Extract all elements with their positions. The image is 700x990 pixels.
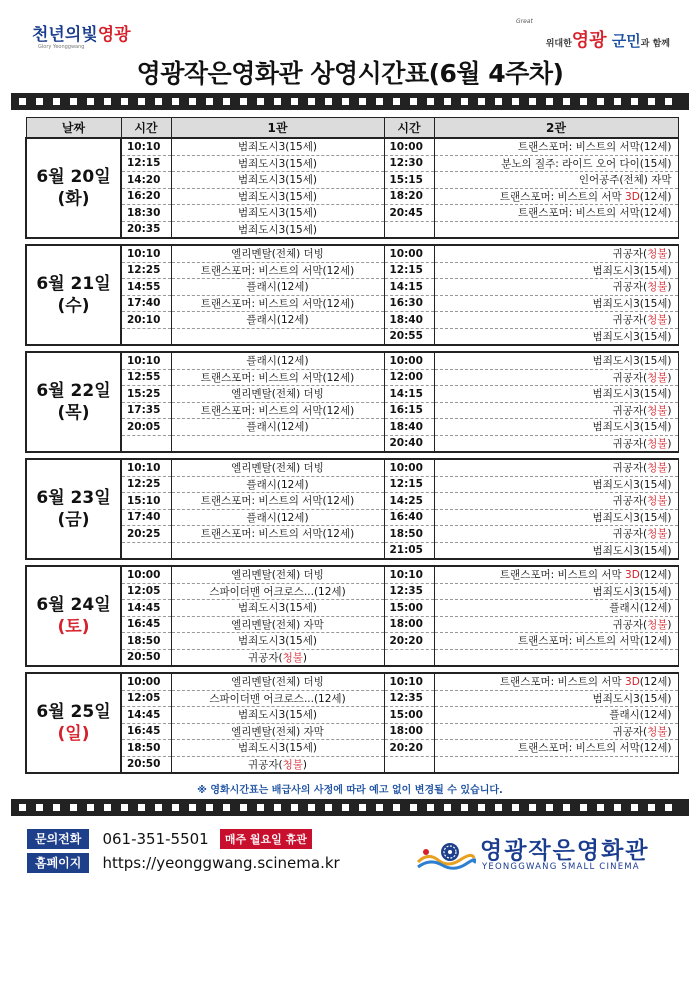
hall2-movie: 귀공자(청불) [434,435,678,452]
hall1-movie: 엘리멘탈(전체) 더빙 [171,566,384,583]
hall2-movie: 분노의 질주: 라이드 오어 다이(15세) [434,155,678,172]
hall1-time: 10:10 [121,352,171,369]
table-row [26,649,678,666]
hall2-time: 18:40 [384,312,434,329]
table-row [26,221,678,238]
table-row [26,707,678,724]
hall1-time: 14:20 [121,172,171,189]
hall2-time: 10:10 [384,566,434,583]
table-row [26,583,678,600]
hall2-time: 14:25 [384,493,434,510]
logo-left-sub: Glory Yeonggwang [38,44,85,50]
hall2-movie: 플래시(12세) [434,600,678,617]
rating-highlight: 3D [625,569,640,582]
rating-highlight: 청불 [647,725,668,738]
hall1-time: 20:25 [121,526,171,543]
hall2-movie: 트랜스포머: 비스트의 서막 3D(12세) [434,566,678,583]
hall1-movie [171,435,384,452]
day-cell [26,673,121,773]
hall1-time: 10:10 [121,138,171,155]
hall1-time: 14:45 [121,707,171,724]
hall2-movie: 범죄도시3(15세) [434,476,678,493]
hall1-time: 12:05 [121,690,171,707]
hall1-movie: 플래시(12세) [171,509,384,526]
table-row [26,245,678,262]
hall2-time: 18:00 [384,723,434,740]
day-weekday: (일) [57,724,90,744]
logo-right-c: 군민 [611,32,641,50]
hall1-movie: 스파이더맨 어크로스...(12세) [171,583,384,600]
rating-highlight: 청불 [647,437,668,450]
hall2-movie: 귀공자(청불) [434,723,678,740]
hall2-movie [434,756,678,773]
header-time2: 시간 [384,118,434,139]
hall1-time: 18:50 [121,633,171,650]
hall2-time: 21:05 [384,542,434,559]
schedule-notice: ※ 영화시간표는 배급사의 사정에 따라 예고 없이 변경될 수 있습니다. [197,785,503,796]
hall2-movie: 범죄도시3(15세) [434,352,678,369]
county-logo-left [32,20,132,54]
cinema-wave-icon [416,838,476,872]
film-strip-bottom [11,799,689,816]
table-row [26,542,678,559]
hall2-time: 10:00 [384,138,434,155]
day-weekday: (수) [57,296,90,316]
hall2-movie: 범죄도시3(15세) [434,419,678,436]
hall2-time: 16:40 [384,509,434,526]
hall1-time: 20:35 [121,221,171,238]
header-time1: 시간 [121,118,171,139]
hall2-movie: 트랜스포머: 비스트의 서막(12세) [434,205,678,222]
table-row [26,673,678,690]
day-date: 6월 21일 [36,274,111,294]
hall2-movie: 트랜스포머: 비스트의 서막 3D(12세) [434,673,678,690]
day-date: 6월 22일 [36,381,111,401]
table-row [26,600,678,617]
hall2-movie: 범죄도시3(15세) [434,509,678,526]
hall2-movie: 범죄도시3(15세) [434,262,678,279]
hall1-time: 17:40 [121,509,171,526]
website-row [27,852,340,872]
hall1-movie: 엘리멘탈(전체) 더빙 [171,673,384,690]
hall2-time: 15:00 [384,707,434,724]
hall2-time: 10:10 [384,673,434,690]
table-row [26,723,678,740]
hall2-movie: 귀공자(청불) [434,526,678,543]
hall2-movie: 귀공자(청불) [434,493,678,510]
schedule-table [25,117,679,774]
hall2-time: 16:15 [384,402,434,419]
hall1-movie: 엘리멘탈(전체) 자막 [171,723,384,740]
rating-highlight: 청불 [647,314,668,327]
rating-highlight: 청불 [647,618,668,631]
hall1-movie: 플래시(12세) [171,312,384,329]
hall1-movie: 범죄도시3(15세) [171,172,384,189]
hall1-movie: 범죄도시3(15세) [171,633,384,650]
hall1-movie: 범죄도시3(15세) [171,740,384,757]
day-date: 6월 23일 [36,488,111,508]
hall1-movie: 트랜스포머: 비스트의 서막(12세) [171,262,384,279]
hall2-movie: 범죄도시3(15세) [434,583,678,600]
hall2-time: 12:00 [384,369,434,386]
rating-highlight: 청불 [647,495,668,508]
hall2-time [384,649,434,666]
day-cell [26,459,121,559]
table-row [26,476,678,493]
table-row [26,402,678,419]
logo-right-a: 위대한 [545,39,572,49]
hall1-movie: 범죄도시3(15세) [171,707,384,724]
hall1-movie: 엘리멘탈(전체) 자막 [171,616,384,633]
hall2-movie: 귀공자(청불) [434,312,678,329]
hall2-time: 12:35 [384,583,434,600]
table-row [26,352,678,369]
table-row [26,459,678,476]
hall2-movie: 범죄도시3(15세) [434,690,678,707]
header-date: 날짜 [26,118,121,139]
logo-right-b: 영광 [571,30,607,51]
hall2-movie: 범죄도시3(15세) [434,328,678,345]
day-weekday: (목) [57,403,90,423]
hall1-time: 10:10 [121,459,171,476]
rating-highlight: 청불 [647,248,668,261]
hall1-movie: 플래시(12세) [171,279,384,296]
hall2-movie: 트랜스포머: 비스트의 서막 3D(12세) [434,188,678,205]
hall2-movie: 귀공자(청불) [434,459,678,476]
hall2-time: 18:20 [384,188,434,205]
website-link[interactable]: https://yeonggwang.scinema.kr [102,853,340,872]
table-row [26,566,678,583]
hall1-time: 16:20 [121,188,171,205]
table-row [26,172,678,189]
hall1-movie: 트랜스포머: 비스트의 서막(12세) [171,526,384,543]
hall2-time: 14:15 [384,279,434,296]
hall2-time [384,221,434,238]
day-date: 6월 25일 [36,702,111,722]
hall1-time: 17:40 [121,295,171,312]
day-cell [26,138,121,238]
cinema-name: 영광작은영화관 [480,837,650,864]
hall2-movie: 귀공자(청불) [434,369,678,386]
table-row [26,369,678,386]
hall1-movie: 귀공자(청불) [171,649,384,666]
table-row [26,188,678,205]
table-row [26,435,678,452]
hall2-time: 14:15 [384,386,434,403]
table-row [26,138,678,155]
hall2-movie: 트랜스포머: 비스트의 서막(12세) [434,740,678,757]
day-weekday: (화) [57,189,90,209]
hall1-time: 14:45 [121,600,171,617]
rating-highlight: 청불 [647,281,668,294]
hall2-movie: 귀공자(청불) [434,245,678,262]
hall1-movie: 범죄도시3(15세) [171,155,384,172]
hall1-movie: 트랜스포머: 비스트의 서막(12세) [171,295,384,312]
hall1-movie: 플래시(12세) [171,476,384,493]
hall2-movie: 플래시(12세) [434,707,678,724]
hall1-time [121,435,171,452]
table-row [26,386,678,403]
rating-highlight: 청불 [647,371,668,384]
hall1-movie [171,542,384,559]
hall2-movie: 인어공주(전체) 자막 [434,172,678,189]
table-row [26,493,678,510]
phone-number[interactable]: 061-351-5501 [102,829,209,848]
hall1-time: 20:05 [121,419,171,436]
hall1-time: 10:00 [121,673,171,690]
hall2-time: 20:45 [384,205,434,222]
header-hall2: 2관 [434,118,678,139]
hall1-movie: 플래시(12세) [171,419,384,436]
hall1-time: 10:10 [121,245,171,262]
rating-highlight: 청불 [282,651,303,664]
hall2-movie: 귀공자(청불) [434,616,678,633]
hall2-movie: 트랜스포머: 비스트의 서막(12세) [434,633,678,650]
hall1-time: 15:10 [121,493,171,510]
website-label: 홈페이지 [27,853,89,873]
hall1-movie: 범죄도시3(15세) [171,138,384,155]
hall2-time: 12:15 [384,262,434,279]
hall2-time: 18:00 [384,616,434,633]
page-title: 영광작은영화관 상영시간표(6월 4주차) [136,59,564,88]
hall2-time: 20:40 [384,435,434,452]
hall1-time [121,542,171,559]
hall1-time: 12:25 [121,262,171,279]
table-row [26,262,678,279]
hall2-movie: 귀공자(청불) [434,402,678,419]
header-hall1: 1관 [171,118,384,139]
table-row [26,155,678,172]
hall2-time: 18:50 [384,526,434,543]
film-strip-top [11,93,689,110]
hall1-time: 18:50 [121,740,171,757]
hall1-time: 20:10 [121,312,171,329]
hall1-time [121,328,171,345]
table-row [26,328,678,345]
hall1-movie: 스파이더맨 어크로스...(12세) [171,690,384,707]
hall2-movie [434,649,678,666]
table-header [26,118,678,139]
hall2-time: 12:30 [384,155,434,172]
hall2-time: 12:35 [384,690,434,707]
rating-highlight: 청불 [647,528,668,541]
day-cell [26,245,121,345]
table-row [26,616,678,633]
hall1-movie: 귀공자(청불) [171,756,384,773]
hall1-time: 14:55 [121,279,171,296]
table-row [26,279,678,296]
hall2-time: 15:00 [384,600,434,617]
hall2-time: 10:00 [384,352,434,369]
closed-day-badge: 매주 월요일 휴관 [220,829,312,849]
hall2-time: 10:00 [384,245,434,262]
hall1-movie: 플래시(12세) [171,352,384,369]
table-row [26,419,678,436]
table-row [26,526,678,543]
hall1-time: 18:30 [121,205,171,222]
hall1-time: 16:45 [121,723,171,740]
phone-label: 문의전화 [27,829,89,849]
hall1-movie: 트랜스포머: 비스트의 서막(12세) [171,402,384,419]
hall2-movie: 범죄도시3(15세) [434,542,678,559]
hall2-time: 18:40 [384,419,434,436]
hall1-time: 10:00 [121,566,171,583]
rating-highlight: 3D [625,676,640,689]
hall1-movie: 범죄도시3(15세) [171,188,384,205]
hall2-movie: 범죄도시3(15세) [434,386,678,403]
logo-left-text-b: 영광 [97,25,131,45]
hall2-movie: 트랜스포머: 비스트의 서막(12세) [434,138,678,155]
logo-right-d: 과 함께 [640,39,670,49]
hall2-time: 15:15 [384,172,434,189]
hall1-movie: 범죄도시3(15세) [171,221,384,238]
hall1-movie: 엘리멘탈(전체) 더빙 [171,386,384,403]
hall1-movie: 엘리멘탈(전체) 더빙 [171,245,384,262]
hall1-time: 12:55 [121,369,171,386]
table-row [26,690,678,707]
hall1-time: 12:05 [121,583,171,600]
day-date: 6월 20일 [36,167,111,187]
county-slogan-logo-right [500,18,670,52]
hall1-time: 20:50 [121,649,171,666]
hall1-time: 12:15 [121,155,171,172]
hall1-time: 12:25 [121,476,171,493]
table-row [26,740,678,757]
rating-highlight: 3D [625,190,640,203]
table-row [26,756,678,773]
hall1-movie: 범죄도시3(15세) [171,205,384,222]
hall2-time: 20:55 [384,328,434,345]
cinema-logo [416,832,676,878]
table-row [26,633,678,650]
table-row [26,509,678,526]
hall1-time: 20:50 [121,756,171,773]
day-cell [26,566,121,666]
logo-right-tiny: Great [516,18,533,25]
hall2-movie [434,221,678,238]
phone-row [27,828,312,848]
hall1-time: 16:45 [121,616,171,633]
rating-highlight: 청불 [282,758,303,771]
rating-highlight: 청불 [647,404,668,417]
day-weekday: (금) [57,510,90,530]
table-row [26,312,678,329]
hall2-time: 20:20 [384,633,434,650]
day-weekday: (토) [57,617,90,637]
hall1-movie: 트랜스포머: 비스트의 서막(12세) [171,369,384,386]
hall2-time [384,756,434,773]
hall1-movie: 트랜스포머: 비스트의 서막(12세) [171,493,384,510]
hall1-time: 17:35 [121,402,171,419]
logo-left-text-a: 천년의빛 [32,25,98,45]
table-row [26,205,678,222]
day-cell [26,352,121,452]
hall2-time: 12:15 [384,476,434,493]
table-row [26,295,678,312]
hall1-time: 15:25 [121,386,171,403]
rating-highlight: 청불 [647,462,668,475]
cinema-name-en: YEONGGWANG SMALL CINEMA [482,862,640,872]
hall2-movie: 범죄도시3(15세) [434,295,678,312]
hall2-movie: 귀공자(청불) [434,279,678,296]
hall2-time: 10:00 [384,459,434,476]
hall2-time: 16:30 [384,295,434,312]
hall2-time: 20:20 [384,740,434,757]
day-date: 6월 24일 [36,595,111,615]
hall1-movie [171,328,384,345]
hall1-movie: 범죄도시3(15세) [171,600,384,617]
hall1-movie: 엘리멘탈(전체) 더빙 [171,459,384,476]
